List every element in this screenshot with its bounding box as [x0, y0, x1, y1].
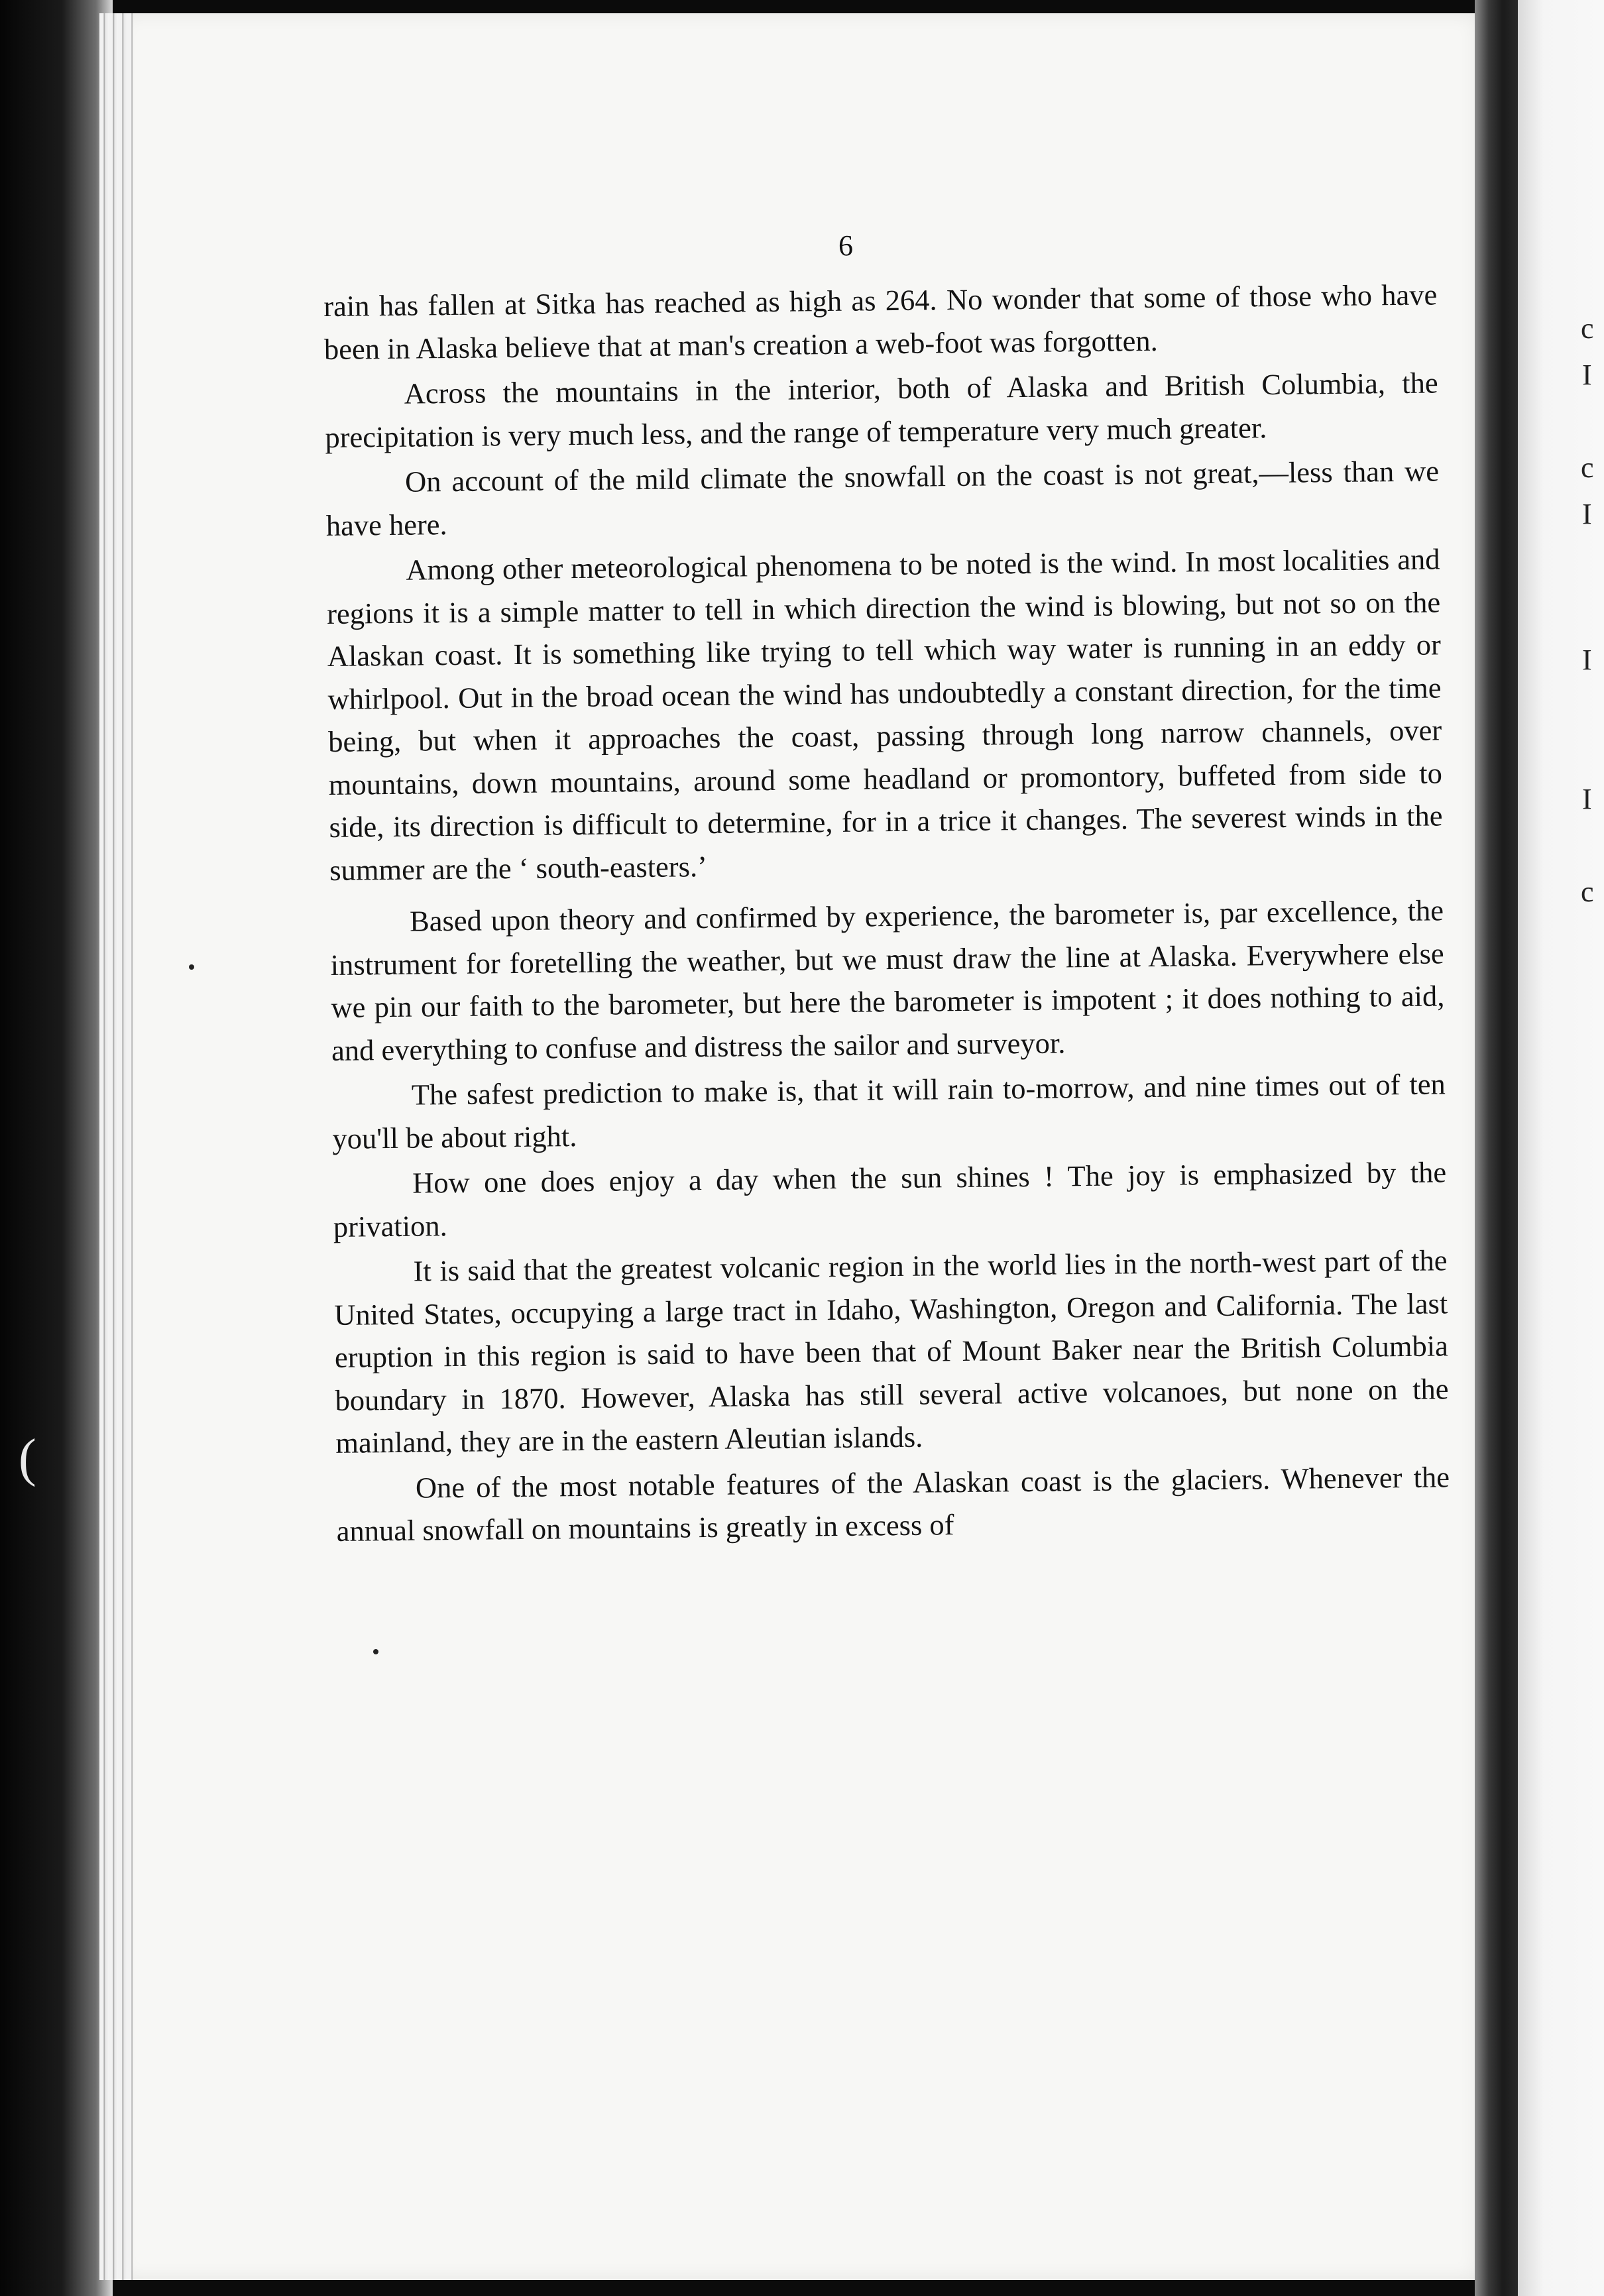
book-fold-shadow	[1475, 0, 1521, 2296]
left-margin-mark: (	[19, 1429, 36, 1487]
next-page-glyph: I	[1582, 644, 1592, 676]
next-page-glyph: I	[1582, 359, 1592, 391]
next-page-glyph: c	[1581, 312, 1594, 345]
paragraph: One of the most notable features of the Alaskan coast is the glaciers. Whenever the annual snowfall on mountains is greatly in excess of	[336, 1460, 1450, 1548]
paragraph: Across the mountains in the interior, both of Alaska and British Columbia, the precipitation is very much less, and the range of temperature very much greater.	[325, 366, 1438, 454]
paragraph: Among other meteorological phenomena to be noted is the wind. In most localities and regions it is a simple matter to tell in which direction the wind is blowing, but not so on the Alaskan coast. It is something like trying to tell which way water is running in an eddy or whirlpool. Out in the broad ocean the wind has undoubtedly a constant direction, for the time being, but when it approaches the coast, passing through long narrow channels, over mountains, down mountains, around some headland or promontory, buffeted from side to side, its direction is difficult to determine, for in a trice it changes. The severest winds in the summer are the ‘ south-easters.’	[326, 542, 1443, 887]
paragraph: On account of the mild climate the snowfall on the coast is not great,—less than we have here.	[325, 454, 1440, 542]
next-page-glyph: c	[1581, 876, 1594, 908]
left-gutter-shadow	[0, 0, 113, 2296]
ink-speck	[189, 964, 194, 970]
ink-speck	[373, 1649, 378, 1654]
next-page-glyph: I	[1582, 498, 1592, 530]
next-page-sliver	[1518, 0, 1604, 2296]
paragraph: It is said that the greatest volcanic region in the world lies in the north-west part of the United States, occupying a large tract in Idaho, Washington, Oregon and California. The last eruption in this region is said to have been that of Mount Baker near the British Columbia boundary in 1870. However, Alaska has still several active volcanoes, but none on the mainland, they are in the eastern Aleutian islands.	[334, 1243, 1449, 1460]
page-body-text	[323, 273, 1450, 1555]
paragraph: rain has fallen at Sitka has reached as high as 264. No wonder that some of those who have been in Alaska believe that at man's creation a web-foot was forgotten.	[323, 278, 1438, 366]
paragraph: How one does enjoy a day when the sun shines ! The joy is emphasized by the privation.	[333, 1155, 1447, 1243]
next-page-glyph: I	[1582, 783, 1592, 815]
paragraph: The safest prediction to make is, that it will rain to-morrow, and nine times out of ten you'll be about right.	[332, 1067, 1446, 1155]
paragraph: Based upon theory and confirmed by experience, the barometer is, par excellence, the instrument for foretelling the weather, but we must draw the line at Alaska. Everywhere else we pin our faith to the barometer, but here the barometer is impotent ; it does nothing to aid, and everything to confuse and distress the sailor and surveyor.	[330, 893, 1445, 1067]
page-number: 6	[838, 229, 853, 262]
next-page-glyph: c	[1581, 451, 1594, 484]
